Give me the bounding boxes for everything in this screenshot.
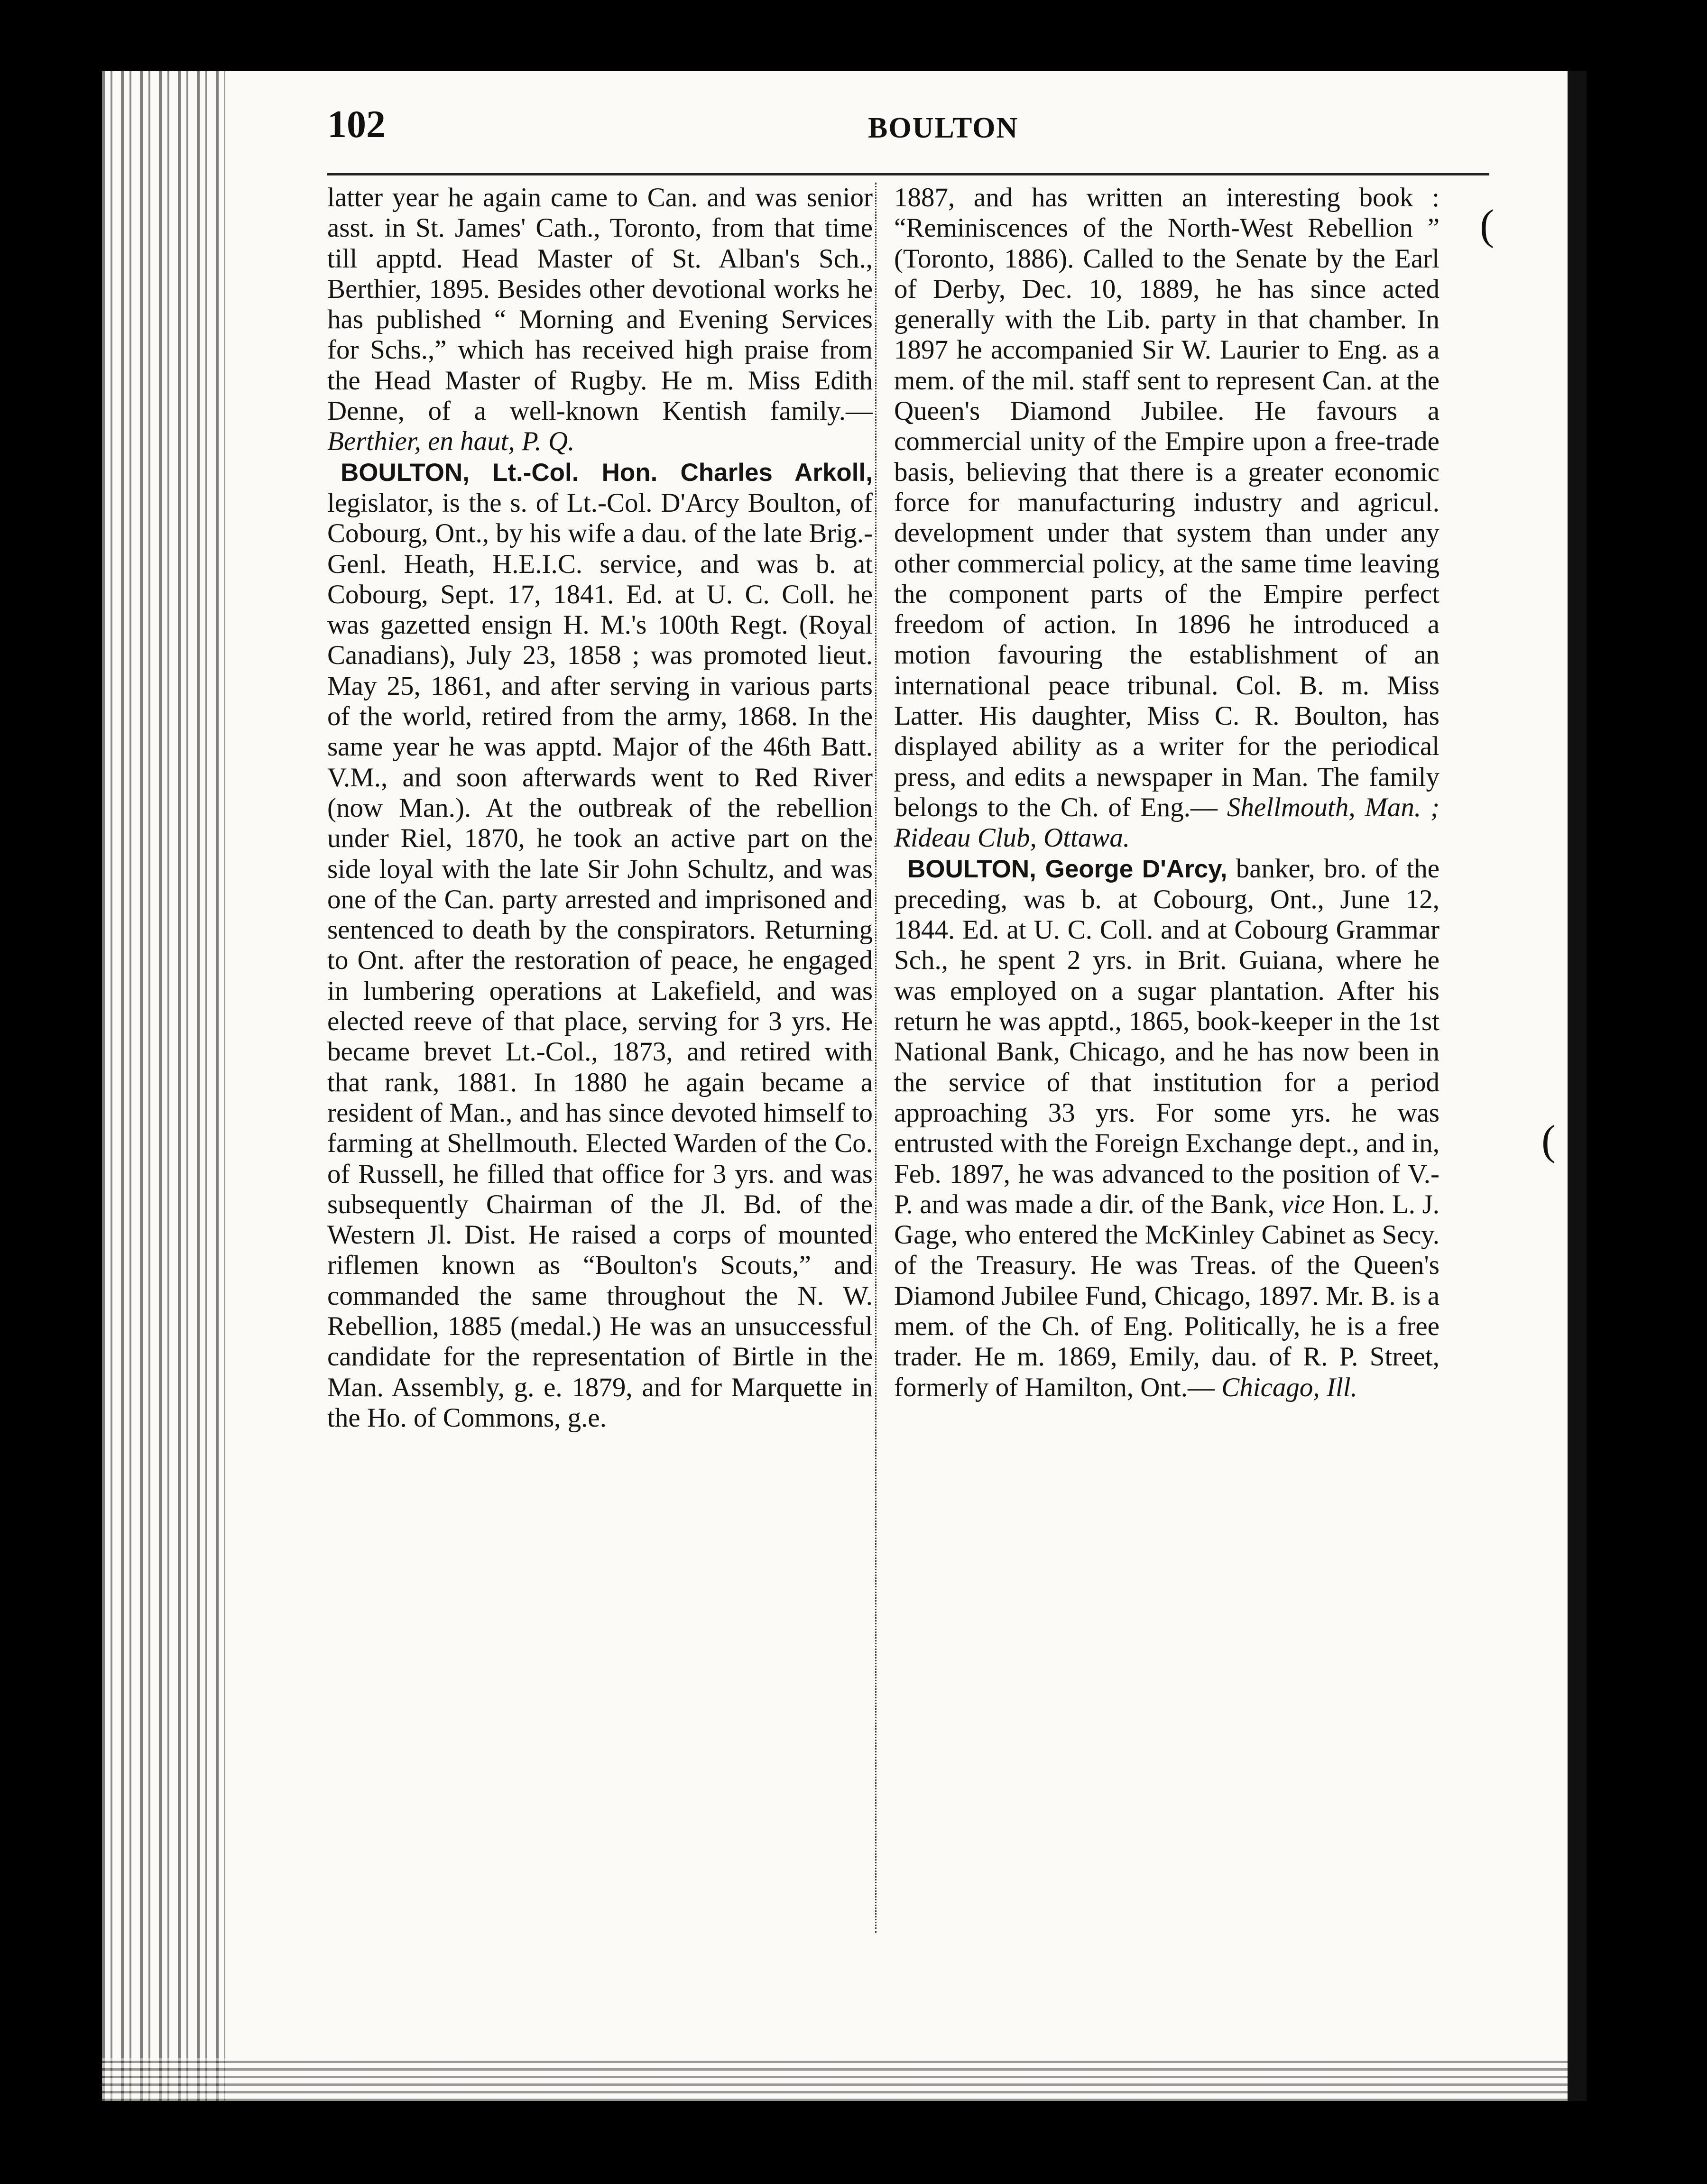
entry-address: Chicago, Ill. <box>1221 1372 1357 1402</box>
column-divider <box>875 183 877 1933</box>
entry-text-continued: Hon. L. J. Gage, who entered the McKinley Cabinet as Secy. of the Treasury. He was Treas. of the Queen's Diamond Jubilee Fund, Chicago, 1897. Mr. B. is a mem. of the Ch. of Eng. Politically, he is a free trader. He m. 1869, Emily, dau. of R. P. Street, formerly of Hamilton, Ont.— <box>894 1189 1440 1402</box>
entry-address: Berthier, en haut, P. Q. <box>327 426 575 457</box>
margin-bracket-mark: ( <box>1480 202 1494 249</box>
entry-latin-term: vice <box>1281 1189 1325 1219</box>
left-column <box>327 183 873 1433</box>
entry-heading: BOULTON, Lt.-Col. Hon. Charles Arkoll, <box>341 458 873 487</box>
entry-text: latter year he again came to Can. and was senior asst. in St. James' Cath., Toronto, from that time till apptd. Head Master of St. Alban's Sch., Berthier, 1895. Besides other devotional works he has published “ Morning and Evening Services for Schs.,” which has received high praise from the Head Master of Rugby. He m. Miss Edith Denne, of a well-known Kentish family.— <box>327 183 873 426</box>
running-head: BOULTON <box>868 112 1019 144</box>
entry-text: legislator, is the s. of Lt.-Col. D'Arcy Boulton, of Cobourg, Ont., by his wife a dau. of the late Brig.-Genl. Heath, H.E.I.C. service, and was b. at Cobourg, Sept. 17, 1841. Ed. at U. C. Coll. he was gazetted ensign H. M.'s 100th Regt. (Royal Canadians), July 23, 1858 ; was promoted lieut. May 25, 1861, and after serving in various parts of the world, retired from the army, 1868. In the same year he was apptd. Major of the 46th Batt. V.M., and soon afterwards went to Red River (now Man.). At the outbreak of the rebellion under Riel, 1870, he took an active part on the side loyal with the late Sir John Schultz, and was one of the Can. party arrested and imprisoned and sentenced to death by the conspirators. Returning to Ont. after the restoration of peace, he engaged in lumbering operations at Lakefield, and was elected reeve of that place, serving for 3 yrs. He became brevet Lt.-Col., 1873, and retired with that rank, 1881. In 1880 he again became a resident of Man., and has since devoted himself to farming at Shellmouth. Elected Warden of the Co. of Russell, he filled that office for 3 yrs. and was subsequently Chairman of the Jl. Bd. of the Western Jl. Dist. He raised a corps of mounted riflemen known as “Boulton's Scouts,” and commanded the same throughout the N. W. Rebellion, 1885 (medal.) He was an unsuccessful candidate for the representation of Birtle in the Man. Assembly, g. e. 1879, and for Marquette in the Ho. of Commons, g.e. <box>327 488 873 1433</box>
binding-edge-noise <box>102 71 225 2101</box>
entry-text: 1887, and has written an interesting book : “Reminiscences of the North-West Rebellion ” (Toronto, 1886). Called to the Senate by the Earl of Derby, Dec. 10, 1889, he has since acted generally with the Lib. party in that chamber. In 1897 he accompanied Sir W. Laurier to Eng. as a mem. of the mil. staff sent to represent Can. at the Queen's Diamond Jubilee. He favours a commercial unity of the Empire upon a free-trade basis, believing that there is a greater economic force for manufacturing industry and agricul. development under that system than under any other commercial policy, at the same time leaving the component parts of the Empire perfect freedom of action. In 1896 he introduced a motion favouring the establishment of an international peace tribunal. Col. B. m. Miss Latter. His daughter, Miss C. R. Boulton, has displayed ability as a writer for the periodical press, and edits a newspaper in Man. The family belongs to the Ch. of Eng.— <box>894 183 1439 822</box>
entry-text: banker, bro. of the preceding, was b. at Cobourg, Ont., June 12, 1844. Ed. at U. C. Coll. and at Cobourg Grammar Sch., he spent 2 yrs. in Brit. Guiana, where he was employed on a sugar plantation. After his return he was apptd., 1865, book-keeper in the 1st National Bank, Chicago, and he has now been in the service of that institution for a period approaching 33 yrs. For some yrs. he was entrusted with the Foreign Exchange dept., and in, Feb. 1897, he was advanced to the position of V.-P. and was made a dir. of the Bank, <box>894 853 1439 1219</box>
bottom-edge-noise <box>102 2058 1587 2101</box>
page-header <box>327 102 1442 164</box>
entry-address: Shellmouth, Man. ; Rideau Club, Ottawa. <box>894 792 1440 853</box>
page-number: 102 <box>327 102 386 146</box>
right-page-edge <box>1568 71 1587 2101</box>
right-column <box>894 183 1439 1403</box>
margin-bracket-mark-2: ( <box>1541 1117 1556 1164</box>
entry-boulton-george <box>894 854 1439 1403</box>
header-rule <box>327 173 1489 175</box>
entry-continuation <box>894 183 1439 854</box>
entry-continuation <box>327 183 873 457</box>
entry-boulton-charles <box>327 457 873 1434</box>
entry-heading: BOULTON, George D'Arcy, <box>907 855 1227 883</box>
